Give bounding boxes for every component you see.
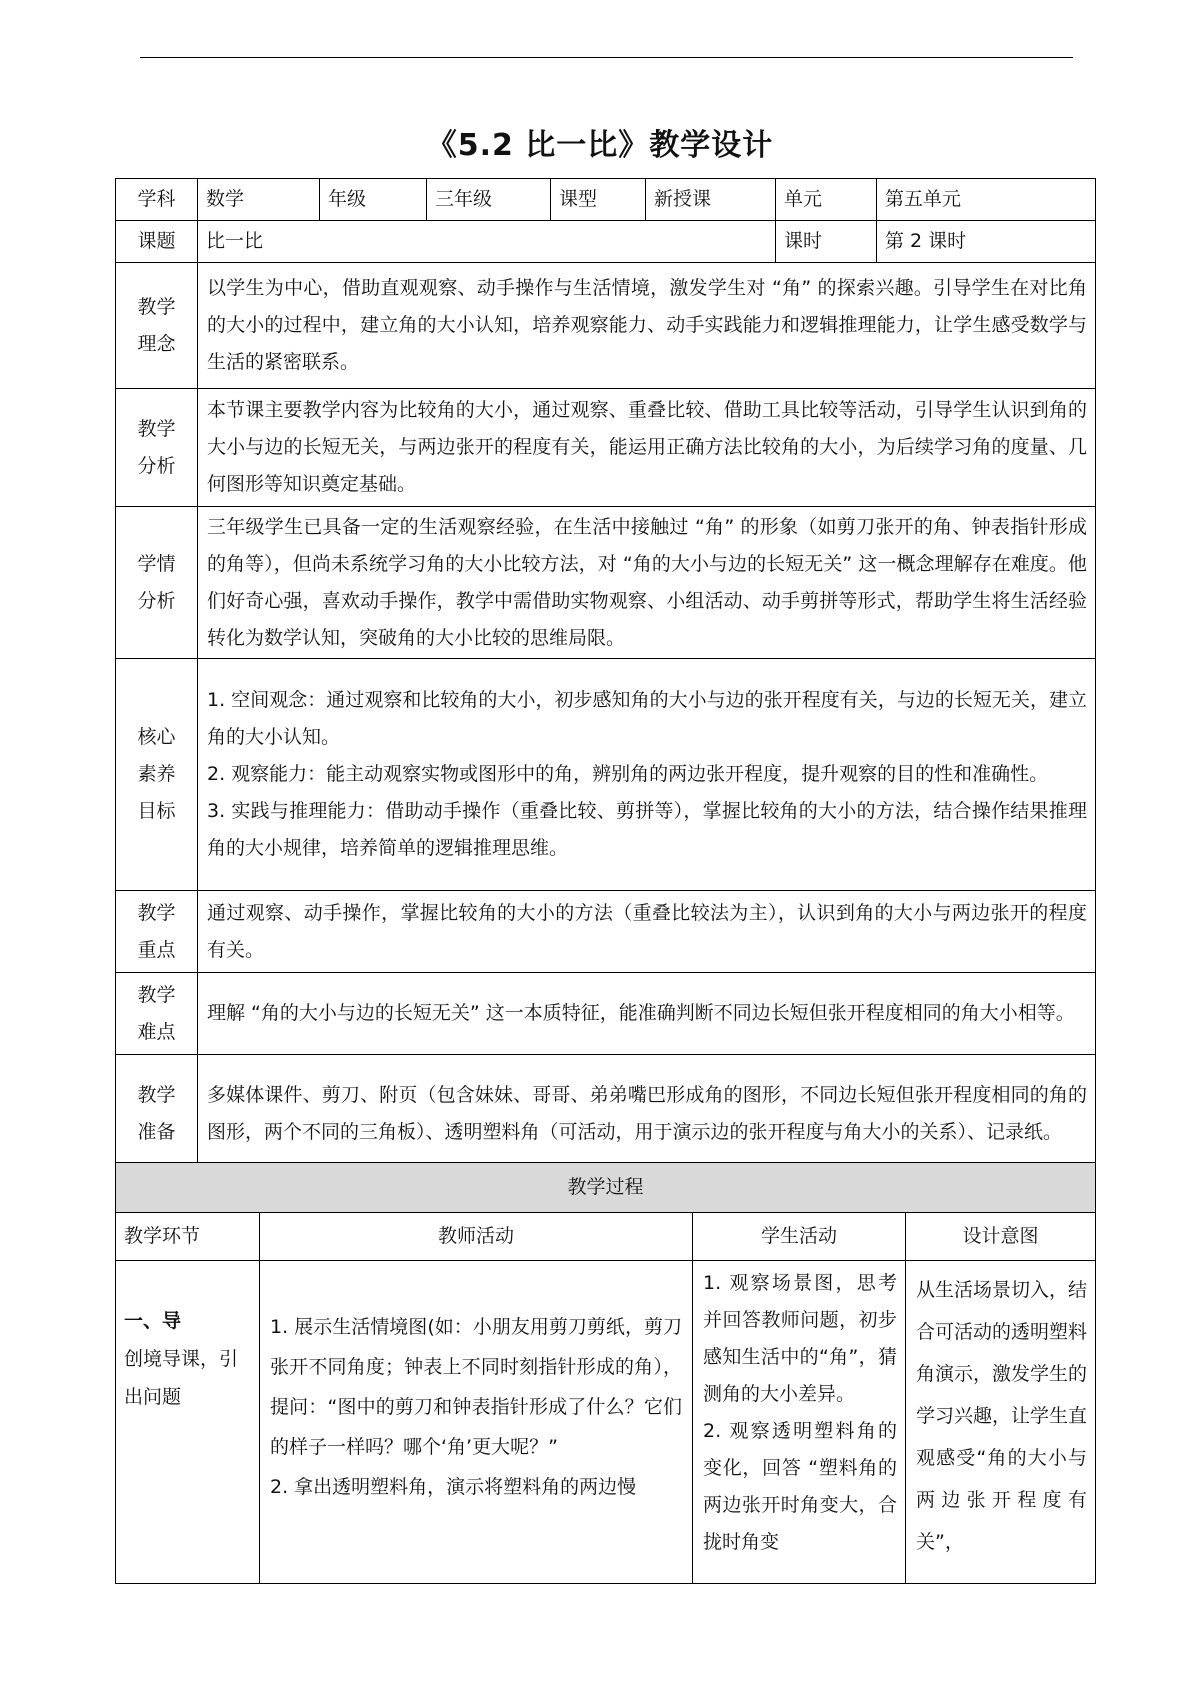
concept-label: 教学 理念	[116, 263, 198, 389]
students-label: 学情 分析	[116, 507, 198, 659]
info-row-1	[116, 179, 1096, 221]
header-rule	[140, 57, 1073, 58]
teacher-item-2: 2. 拿出透明塑料角，演示将塑料角的两边慢	[270, 1476, 637, 1498]
concept-row	[116, 263, 1096, 389]
goal-item-3: 3. 实践与推理能力：借助动手操作（重叠比较、剪拼等），掌握比较角的大小的方法，结合操作结果推理角的大小规律，培养简单的逻辑推理思维。	[207, 800, 1087, 859]
col-intent: 设计意图	[906, 1213, 1096, 1261]
grade-label: 年级	[320, 179, 427, 221]
student-item-2: 2. 观察透明塑料角的变化，回答 “塑料角的两边张开时角变大，合拢时角变	[703, 1420, 897, 1553]
student-activity	[693, 1261, 906, 1584]
students-text: 三年级学生已具备一定的生活观察经验，在生活中接触过 “角” 的形象（如剪刀张开的角、钟表指针形成的角等），但尚未系统学习角的大小比较方法，对 “角的大小与边的长短无关” 这一概念理解存在难度。他们好奇心强，喜欢动手操作，教学中需借助实物观察、小组活动、动手剪拼等形式，帮助学生将生活经验转化为数学认知，突破角的大小比较的思维局限。	[198, 507, 1096, 659]
design-intent: 从生活场景切入，结合可活动的透明塑料角演示，激发学生的学习兴趣，让学生直观感受“角的大小与两边张开程度有关”，	[906, 1261, 1096, 1584]
teacher-item-1: 1. 展示生活情境图(如：小朋友用剪刀剪纸，剪刀张开不同角度；钟表上不同时刻指针形成的角），提问：“图中的剪刀和钟表指针形成了什么？它们的样子一样吗？哪个‘角’更大呢？”	[270, 1316, 682, 1458]
col-student: 学生活动	[693, 1213, 906, 1261]
period-value: 第 2 课时	[877, 221, 1096, 263]
goal-item-1: 1. 空间观念：通过观察和比较角的大小，初步感知角的大小与边的张开程度有关，与边的长短无关，建立角的大小认知。	[207, 689, 1087, 748]
prep-text: 多媒体课件、剪刀、附页（包含妹妹、哥哥、弟弟嘴巴形成角的图形，不同边长短但张开程度相同的角的图形，两个不同的三角板）、透明塑料角（可活动，用于演示边的张开程度与角大小的关系）、记录纸。	[198, 1055, 1096, 1173]
process-columns-row	[116, 1213, 1096, 1261]
teacher-activity	[260, 1261, 693, 1584]
process-header-row	[116, 1163, 1096, 1213]
concept-text: 以学生为中心，借助直观观察、动手操作与生活情境，激发学生对 “角” 的探索兴趣。引导学生在对比角的大小的过程中，建立角的大小认知，培养观察能力、动手实践能力和逻辑推理能力，让学生感受数学与生活的紧密联系。	[198, 263, 1096, 389]
type-value: 新授课	[646, 179, 776, 221]
goals-row	[116, 659, 1096, 891]
unit-value: 第五单元	[877, 179, 1096, 221]
subject-value: 数学	[198, 179, 320, 221]
goal-item-2: 2. 观察能力：能主动观察实物或图形中的角，辨别角的两边张开程度，提升观察的目的性和准确性。	[207, 763, 1049, 785]
goals-label: 核心 素养 目标	[116, 659, 198, 891]
key-row	[116, 891, 1096, 973]
period-label: 课时	[776, 221, 877, 263]
topic-label: 课题	[116, 221, 198, 263]
stage-subtitle: 创境导课，引出问题	[124, 1348, 239, 1408]
analysis-label: 教学 分析	[116, 389, 198, 507]
info-row-2	[116, 221, 1096, 263]
difficult-label: 教学 难点	[116, 973, 198, 1055]
topic-value: 比一比	[198, 221, 776, 263]
process-header: 教学过程	[116, 1163, 1096, 1213]
document-title: 《5.2 比一比》教学设计	[426, 128, 774, 163]
process-table	[115, 1162, 1096, 1584]
key-label: 教学 重点	[116, 891, 198, 973]
grade-value: 三年级	[427, 179, 551, 221]
analysis-text: 本节课主要教学内容为比较角的大小，通过观察、重叠比较、借助工具比较等活动，引导学生认识到角的大小与边的长短无关，与两边张开的程度有关，能运用正确方法比较角的大小，为后续学习角的度量、几何图形等知识奠定基础。	[198, 389, 1096, 507]
stage-cell	[116, 1261, 260, 1584]
col-stage: 教学环节	[116, 1213, 260, 1261]
key-text: 通过观察、动手操作，掌握比较角的大小的方法（重叠比较法为主），认识到角的大小与两边张开的程度有关。	[198, 891, 1096, 973]
unit-label: 单元	[776, 179, 877, 221]
process-row	[116, 1261, 1096, 1584]
prep-row	[116, 1055, 1096, 1173]
lesson-info-table	[115, 178, 1096, 1173]
difficult-text: 理解 “角的大小与边的长短无关” 这一本质特征，能准确判断不同边长短但张开程度相同的角大小相等。	[198, 973, 1096, 1055]
stage-title: 一、导	[124, 1310, 182, 1332]
subject-label: 学科	[116, 179, 198, 221]
col-teacher: 教师活动	[260, 1213, 693, 1261]
prep-label: 教学 准备	[116, 1055, 198, 1173]
type-label: 课型	[551, 179, 646, 221]
student-item-1: 1. 观察场景图，思考并回答教师问题，初步感知生活中的“角”，猜测角的大小差异。	[703, 1272, 897, 1405]
analysis-row	[116, 389, 1096, 507]
goals-text	[198, 659, 1096, 891]
difficult-row	[116, 973, 1096, 1055]
students-row	[116, 507, 1096, 659]
